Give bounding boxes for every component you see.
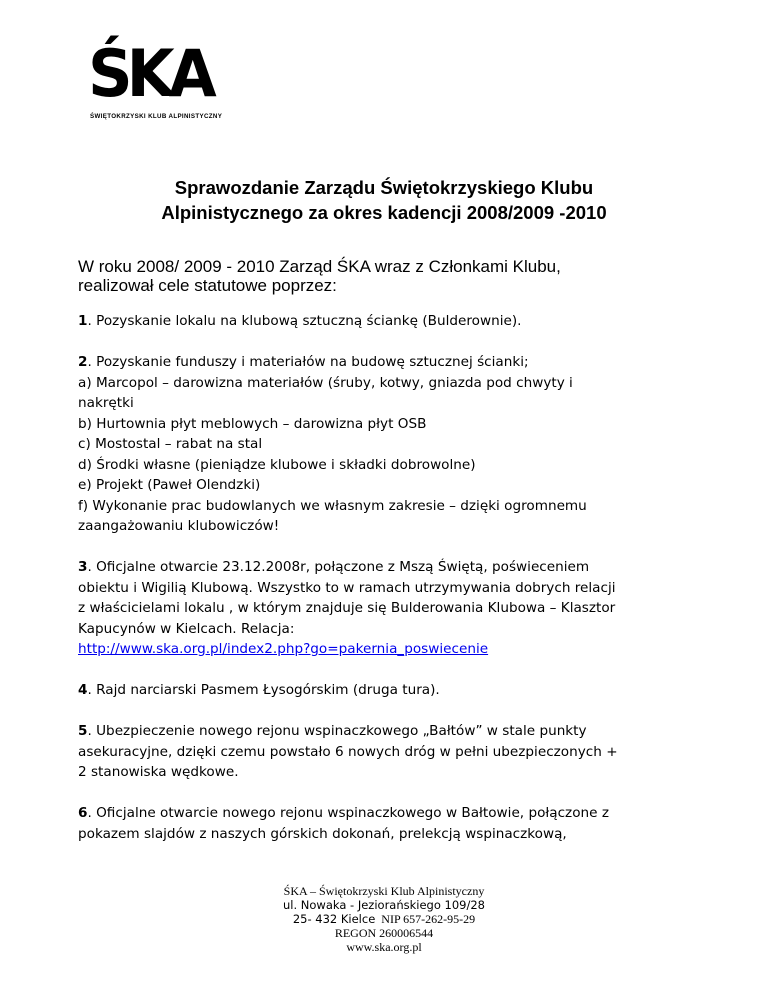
item-line: d) Środki własne (pieniądze klubowe i składki dobrowolne): [78, 456, 476, 473]
item-line: 2 stanowiska wędkowe.: [78, 764, 239, 780]
item-number: 3: [78, 559, 88, 575]
logo-wordmark: ŚKA: [88, 35, 211, 112]
item-line: pokazem slajdów z naszych górskich dokonań, prelekcją wspinaczkową,: [78, 825, 567, 842]
item-line: c) Mostostal – rabat na stal: [78, 436, 263, 452]
document-title: [0, 175, 768, 225]
item-1: [78, 311, 708, 332]
item-text: . Oficjalne otwarcie 23.12.2008r, połączone z Mszą Świętą, poświeceniem: [87, 559, 590, 575]
item-2: [78, 352, 708, 537]
item-line: f) Wykonanie prac budowlanych we własnym zakresie – dzięki ogromnemu: [78, 497, 587, 514]
item-line: asekuracyjne, dzięki czemu powstało 6 nowych dróg w pełni ubezpieczonych +: [78, 743, 618, 760]
item-number: 4: [78, 682, 88, 698]
intro-paragraph: [78, 257, 698, 295]
item-number: 5: [78, 723, 88, 739]
footer-city-nip: [0, 912, 768, 926]
page-footer: [0, 884, 768, 954]
title-line-2: Alpinistycznego za okres kadencji 2008/2009 -2010: [161, 202, 607, 223]
footer-club-name: ŚKA – Świętokrzyski Klub Alpinistyczny: [283, 884, 485, 898]
club-logo: [88, 35, 250, 124]
item-text: . Oficjalne otwarcie nowego rejonu wspinaczkowego w Bałtowie, połączone z: [87, 805, 609, 821]
item-text: . Ubezpieczenie nowego rejonu wspinaczkowego „Bałtów” w stale punkty: [87, 723, 587, 739]
footer-address: ul. Nowaka - Jeziorańskiego 109/28: [282, 898, 486, 912]
item-line: zaangażowaniu klubowiczów!: [78, 518, 280, 534]
item-text: . Pozyskanie lokalu na klubową sztuczną ściankę (Bulderownie).: [87, 313, 522, 329]
footer-regon: REGON 260006544: [334, 926, 434, 940]
intro-line-2: realizował cele statutowe poprzez:: [78, 276, 337, 295]
item-line: e) Projekt (Paweł Olendzki): [78, 477, 261, 493]
item-line: nakrętki: [78, 395, 134, 411]
footer-nip: NIP 657-262-95-29: [381, 912, 476, 926]
title-line-1: Sprawozdanie Zarządu Świętokrzyskiego Klubu: [174, 177, 594, 198]
intro-line-1: W roku 2008/ 2009 - 2010 Zarząd ŚKA wraz z Członkami Klubu,: [78, 257, 561, 276]
item-line: a) Marcopol – darowizna materiałów (śruby, kotwy, gniazda pod chwyty i: [78, 374, 573, 391]
item-5: [78, 721, 708, 783]
item-6: [78, 803, 708, 844]
item-3: [78, 557, 708, 660]
item-line: b) Hurtownia płyt meblowych – darowizna płyt OSB: [78, 415, 427, 432]
relacja-link[interactable]: http://www.ska.org.pl/index2.php?go=pakernia_poswiecenie: [78, 641, 489, 657]
item-number: 6: [78, 805, 88, 821]
item-line: z właścicielami lokalu , w którym znajduje się Bulderowania Klubowa – Klasztor: [78, 600, 616, 616]
item-text: . Rajd narciarski Pasmem Łysogórskim (druga tura).: [87, 682, 440, 698]
item-number: 1: [78, 313, 88, 329]
footer-city: 25- 432 Kielce: [292, 912, 376, 926]
item-4: [78, 680, 708, 701]
item-line: Kapucynów w Kielcach. Relacja:: [78, 620, 295, 637]
item-text: . Pozyskanie funduszy i materiałów na budowę sztucznej ścianki;: [87, 354, 529, 370]
report-body: [78, 311, 708, 865]
logo-subtitle: ŚWIĘTOKRZYSKI KLUB ALPINISTYCZNY: [90, 113, 223, 120]
footer-website: www.ska.org.pl: [346, 940, 422, 954]
item-number: 2: [78, 354, 88, 370]
item-line: obiektu i Wigilią Klubową. Wszystko to w ramach utrzymywania dobrych relacji: [78, 579, 616, 596]
